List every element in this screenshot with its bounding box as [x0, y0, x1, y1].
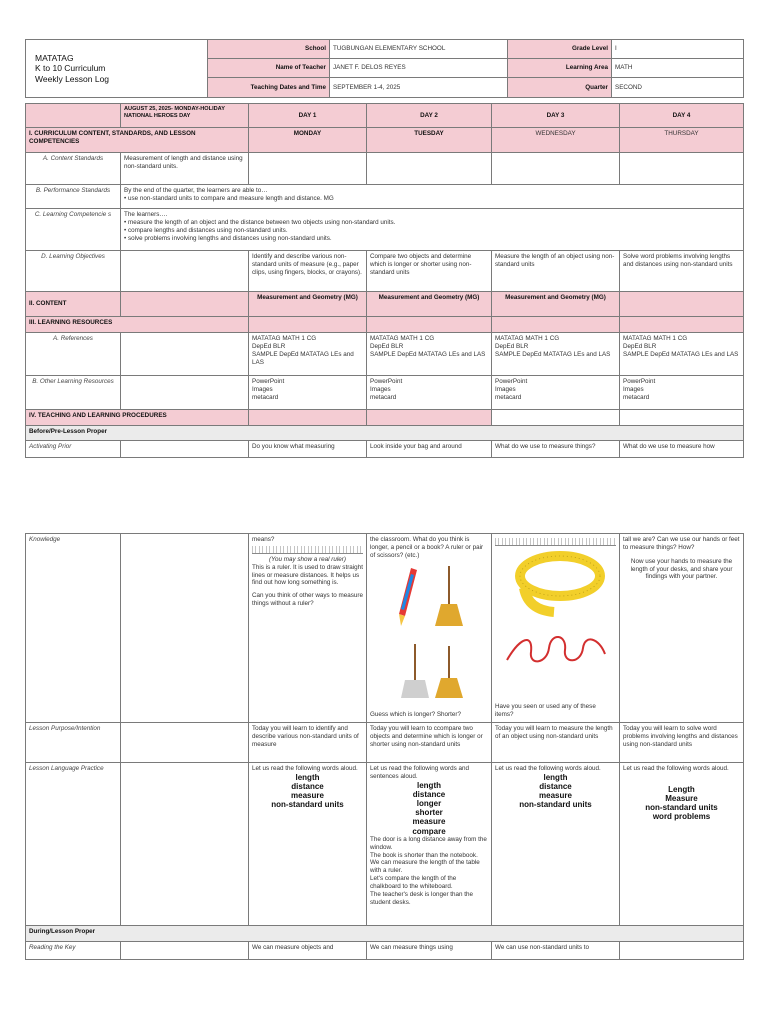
quarter-label: Quarter: [508, 78, 612, 98]
weekday-label: TUESDAY: [367, 128, 492, 153]
section-heading: II. CONTENT: [26, 292, 121, 317]
purpose-day2: Today you will learn to ccompare two objects and determine which is longer or shorter using non-standard units: [367, 723, 492, 763]
row-label: D. Learning Objectives: [26, 251, 121, 292]
content-day1: Measurement and Geometry (MG): [249, 292, 367, 317]
objective-day1: Identify and describe various non-standard units of measure (e.g., paper clips, using fingers, blocks, or crayons).: [249, 251, 367, 292]
objective-day4: Solve word problems involving lengths and distances using non-standard units: [620, 251, 744, 292]
knowledge-day1: means? (You may show a real ruler) This is a ruler. It is used to draw straight lines or measure distances. It helps us find out how long something is. Can you think of other ways to measure things without a ruler?: [249, 534, 367, 723]
content-standards: Measurement of length and distance using non-standard units.: [121, 153, 249, 185]
ruler-image: [252, 546, 363, 554]
purpose-day4: Today you will learn to solve word problems involving lengths and distances using non-standard units: [620, 723, 744, 763]
language-day2: Let us read the following words and sentences aloud. length distance longer shorter measure compare The door is a long distance away from the window. The book is shorter than the notebook. We can measure the length of the table with a ruler. Let's compare the length of the chalkboard to the whiteboard. The teacher's desk is longer than the student desks.: [367, 763, 492, 926]
day-header: DAY 3: [492, 104, 620, 128]
mop-broom-image: [370, 642, 488, 700]
reading-day3: We can use non-standard units to: [492, 942, 620, 960]
title-line: Weekly Lesson Log: [35, 73, 110, 84]
ruler-image: [495, 538, 616, 546]
knowledge-day2: the classroom. What do you think is longer, a pencil or a book? A ruler or pair of scissors? (etc.) Guess which is longer? Shorter?: [367, 534, 492, 723]
grade-value: I: [612, 40, 744, 59]
header-table: [25, 39, 744, 98]
quarter-value: SECOND: [612, 78, 744, 98]
row-label: Knowledge: [26, 534, 121, 723]
day-header: DAY 1: [249, 104, 367, 128]
document-title: [26, 40, 208, 98]
area-label: Learning Area: [508, 59, 612, 78]
section-heading: IV. TEACHING AND LEARNING PROCEDURES: [26, 410, 249, 426]
row-label: B. Performance Standards: [26, 185, 121, 209]
row-label: B. Other Learning Resources: [26, 376, 121, 410]
subsection-heading: During/Lesson Proper: [26, 926, 744, 942]
row-label: Activating Prior: [26, 441, 121, 458]
weekday-label: THURSDAY: [620, 128, 744, 153]
reading-day4: [620, 942, 744, 960]
activating-day1: Do you know what measuring: [249, 441, 367, 458]
grade-label: Grade Level: [508, 40, 612, 59]
objective-day2: Compare two objects and determine which is longer or shorter using non-standard units: [367, 251, 492, 292]
purpose-day3: Today you will learn to measure the length of an object using non-standard units: [492, 723, 620, 763]
lesson-log-table: [25, 103, 744, 458]
language-day1: Let us read the following words aloud. length distance measure non-standard units: [249, 763, 367, 926]
section-heading: III. LEARNING RESOURCES: [26, 317, 249, 333]
tape-measure-image: [495, 548, 616, 624]
day-header: DAY 2: [367, 104, 492, 128]
teacher-label: Name of Teacher: [208, 59, 330, 78]
day-header: DAY 4: [620, 104, 744, 128]
school-value: TUGBUNGAN ELEMENTARY SCHOOL: [330, 40, 508, 59]
other-resources-day3: PowerPoint Images metacard: [492, 376, 620, 410]
weekday-label: WEDNESDAY: [492, 128, 620, 153]
references-day4: MATATAG MATH 1 CG DepEd BLR SAMPLE DepEd MATATAG LEs and LAS: [620, 333, 744, 376]
section-heading: I. CURRICULUM CONTENT, STANDARDS, AND LESSON COMPETENCIES: [26, 128, 249, 153]
content-day2: Measurement and Geometry (MG): [367, 292, 492, 317]
weekday-label: MONDAY: [249, 128, 367, 153]
title-line: MATATAG: [35, 52, 74, 63]
dates-value: SEPTEMBER 1-4, 2025: [330, 78, 508, 98]
row-label: A. Content Standards: [26, 153, 121, 185]
activating-day2: Look inside your bag and around: [367, 441, 492, 458]
string-image: [495, 626, 616, 672]
language-day3: Let us read the following words aloud. length distance measure non-standard units: [492, 763, 620, 926]
title-line: K to 10 Curriculum: [35, 63, 106, 74]
teacher-value: JANET F. DELOS REYES: [330, 59, 508, 78]
holiday-note: AUGUST 25, 2025- MONDAY-HOLIDAY NATIONAL HEROES DAY: [121, 104, 249, 128]
other-resources-day2: PowerPoint Images metacard: [367, 376, 492, 410]
activating-day4: What do we use to measure how: [620, 441, 744, 458]
performance-standards: By the end of the quarter, the learners are able to… • use non-standard units to compare and measure length and distance. MG: [121, 185, 744, 209]
learning-competencies: The learners…. • measure the length of an object and the distance between two objects using non-standard units. • compare lengths and distances using non-standard units. • solve problems involving lengths and distances using non-standard units.: [121, 209, 744, 251]
other-resources-day1: PowerPoint Images metacard: [249, 376, 367, 410]
knowledge-day4: tall we are? Can we use our hands or feet to measure things? How? Now use your hands to measure the length of your desks, and share your findings with your partner.: [620, 534, 744, 723]
row-label: Lesson Language Practice: [26, 763, 121, 926]
purpose-day1: Today you will learn to identify and describe various non-standard units of measure: [249, 723, 367, 763]
references-day2: MATATAG MATH 1 CG DepEd BLR SAMPLE DepEd MATATAG LEs and LAS: [367, 333, 492, 376]
pencil-broom-image: [370, 564, 488, 628]
row-label: Lesson Purpose/Intention: [26, 723, 121, 763]
content-day3: Measurement and Geometry (MG): [492, 292, 620, 317]
row-label: C. Learning Competencie s: [26, 209, 121, 251]
lesson-log-table-page2: [25, 533, 744, 960]
objective-day3: Measure the length of an object using non-standard units: [492, 251, 620, 292]
dates-label: Teaching Dates and Time: [208, 78, 330, 98]
school-label: School: [208, 40, 330, 59]
row-label: Reading the Key: [26, 942, 121, 960]
row-label: A. References: [26, 333, 121, 376]
reading-day2: We can measure things using: [367, 942, 492, 960]
language-day4: Let us read the following words aloud. Length Measure non-standard units word problems: [620, 763, 744, 926]
other-resources-day4: PowerPoint Images metacard: [620, 376, 744, 410]
subsection-heading: Before/Pre-Lesson Proper: [26, 426, 744, 441]
references-day3: MATATAG MATH 1 CG DepEd BLR SAMPLE DepEd MATATAG LEs and LAS: [492, 333, 620, 376]
activating-day3: What do we use to measure things?: [492, 441, 620, 458]
reading-day1: We can measure objects and: [249, 942, 367, 960]
references-day1: MATATAG MATH 1 CG DepEd BLR SAMPLE DepEd MATATAG LEs and LAS: [249, 333, 367, 376]
area-value: MATH: [612, 59, 744, 78]
knowledge-day3: Have you seen or used any of these items?: [492, 534, 620, 723]
